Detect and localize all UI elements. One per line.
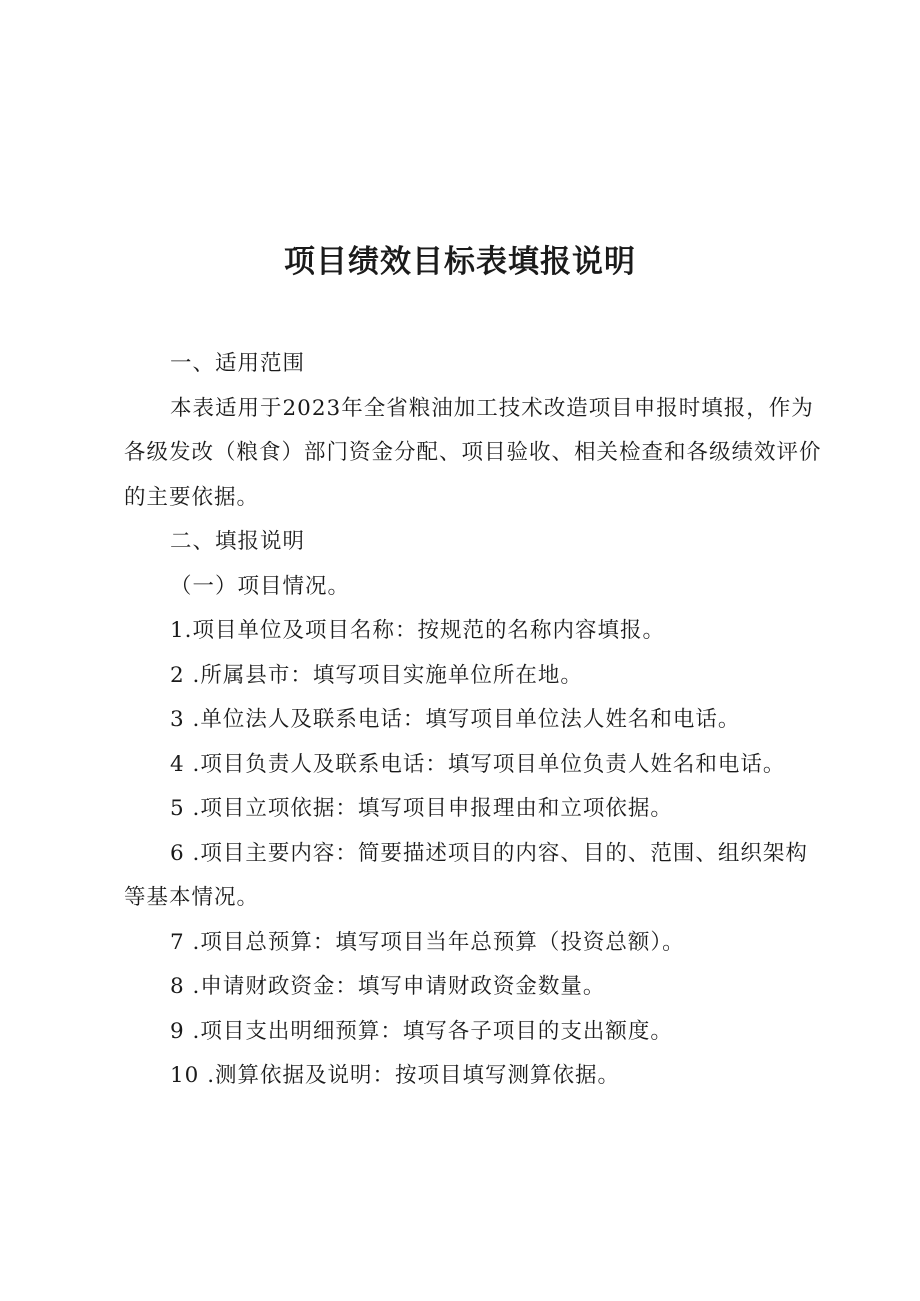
instruction-item: 10 .测算依据及说明：按项目填写测算依据。 xyxy=(170,1063,621,1088)
instruction-item: 3 .单位法人及联系电话：填写项目单位法人姓名和电话。 xyxy=(170,707,741,732)
instruction-item: 9 .项目支出明细预算：填写各子项目的支出额度。 xyxy=(170,1018,673,1044)
instruction-item: 2 .所属县市：填写项目实施单位所在地。 xyxy=(170,662,583,688)
scope-paragraph: 本表适用于2023年全省粮油加工技术改造项目申报时填报，作为各级发改（粮食）部门资金分配、项目验收、相关检查和各级绩效评价的主要依据。 xyxy=(124,395,822,510)
instruction-item: 1.项目单位及项目名称：按规范的名称内容填报。 xyxy=(170,618,666,643)
instruction-item: 8 .申请财政资金：填写申请财政资金数量。 xyxy=(170,974,606,999)
instruction-item: 7 .项目总预算：填写项目当年总预算（投资总额）。 xyxy=(170,929,685,955)
instruction-item: 4 .项目负责人及联系电话：填写项目单位负责人姓名和电话。 xyxy=(170,751,786,777)
document-title: 项目绩效目标表填报说明 xyxy=(284,244,636,280)
instruction-item: 5 .项目立项依据：填写项目申报理由和立项依据。 xyxy=(170,796,673,821)
section-heading-scope: 一、适用范围 xyxy=(170,351,306,376)
section-heading-instructions: 二、填报说明 xyxy=(170,529,306,554)
document-body xyxy=(124,342,824,1099)
instruction-item: 6 .项目主要内容：简要描述项目的内容、目的、范围、组织架构等基本情况。 xyxy=(124,840,808,910)
subsection-heading-project-info: （一）项目情况。 xyxy=(170,573,351,599)
